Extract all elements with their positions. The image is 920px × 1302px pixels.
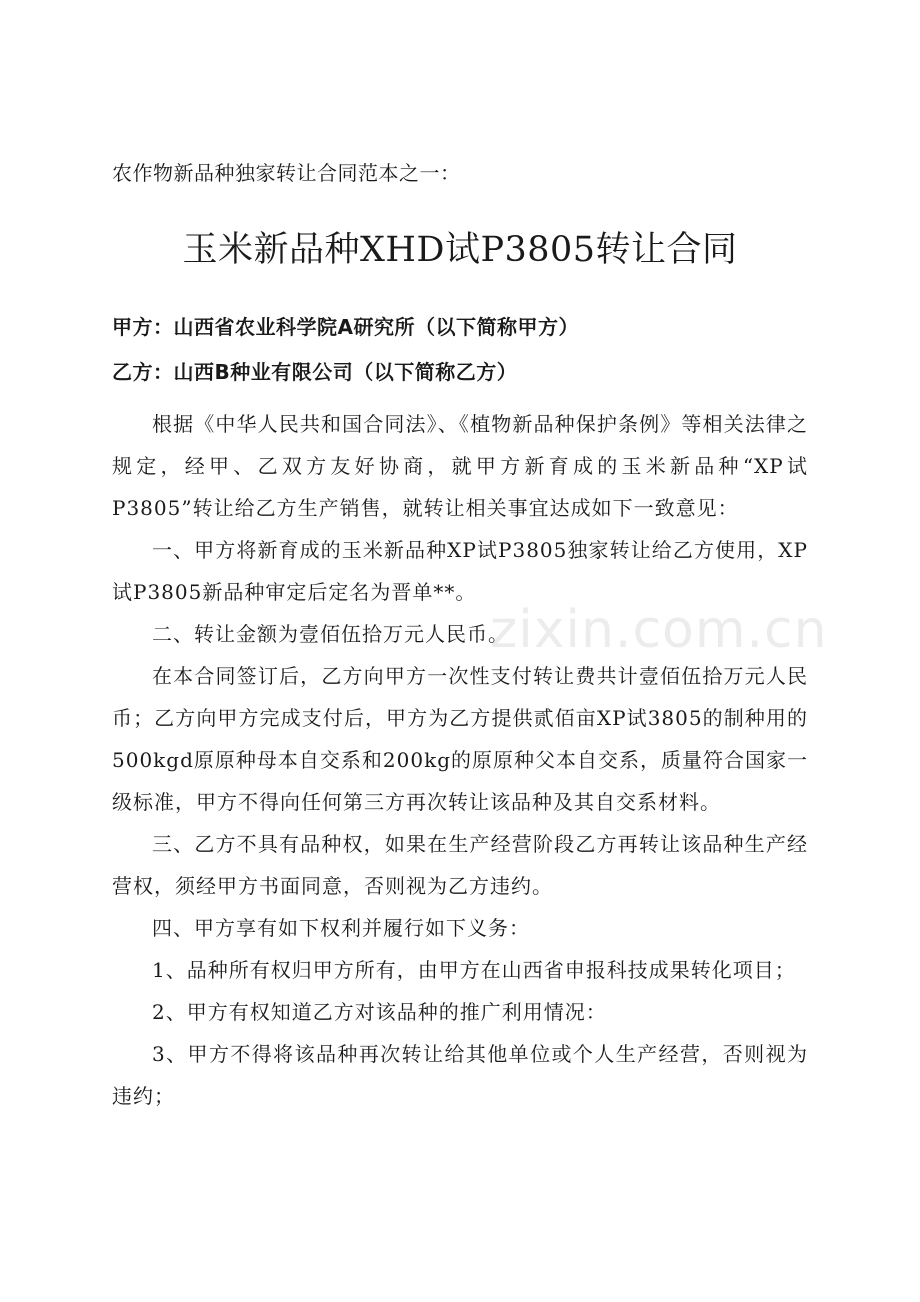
paragraph-preamble: 根据《中华人民共和国合同法》、《植物新品种保护条例》等相关法律之规定，经甲、乙双方友好协商，就甲方新育成的玉米新品种“XP试P3805”转让给乙方生产销售，就转让相关事宜达成如下一致意见： (112, 412, 808, 520)
paragraph-clause-2: 二、转让金额为壹佰伍拾万元人民币。 (152, 622, 509, 646)
paragraph-payment: 在本合同签订后，乙方向甲方一次性支付转让费共计壹佰伍拾万元人民币；乙方向甲方完成支付后，甲方为乙方提供贰佰亩XP试3805的制种用的500kgd原原种母本自交系和200kg的原原种父本自交系，质量符合国家一级标准，甲方不得向任何第三方再次转让该品种及其自交系材料。 (112, 664, 808, 814)
paragraph-item-2: 2、甲方有权知道乙方对该品种的推广利用情况： (152, 1000, 607, 1024)
paragraph-clause-3: 三、乙方不具有品种权，如果在生产经营阶段乙方再转让该品种生产经营权，须经甲方书面同意，否则视为乙方违约。 (112, 832, 808, 898)
contract-body (112, 403, 808, 1117)
document-title: 玉米新品种XHD试P3805转让合同 (182, 230, 738, 270)
paragraph-clause-4: 四、甲方享有如下权利并履行如下义务： (152, 916, 530, 940)
party-a: 甲方：山西省农业科学院A研究所（以下简称甲方） (112, 315, 579, 339)
paragraph-item-3: 3、甲方不得将该品种再次转让给其他单位或个人生产经营，否则视为违约； (112, 1042, 808, 1108)
party-b: 乙方：山西B种业有限公司（以下简称乙方） (112, 360, 518, 384)
watermark: zixin.com.cn (490, 600, 828, 660)
paragraph-clause-1: 一、甲方将新育成的玉米新品种XP试P3805独家转让给乙方使用，XP试P3805新品种审定后定名为晋单**。 (112, 538, 808, 604)
paragraph-item-1: 1、品种所有权归甲方所有，由甲方在山西省申报科技成果转化项目； (152, 958, 796, 982)
document-intro: 农作物新品种独家转让合同范本之一： (112, 161, 461, 185)
